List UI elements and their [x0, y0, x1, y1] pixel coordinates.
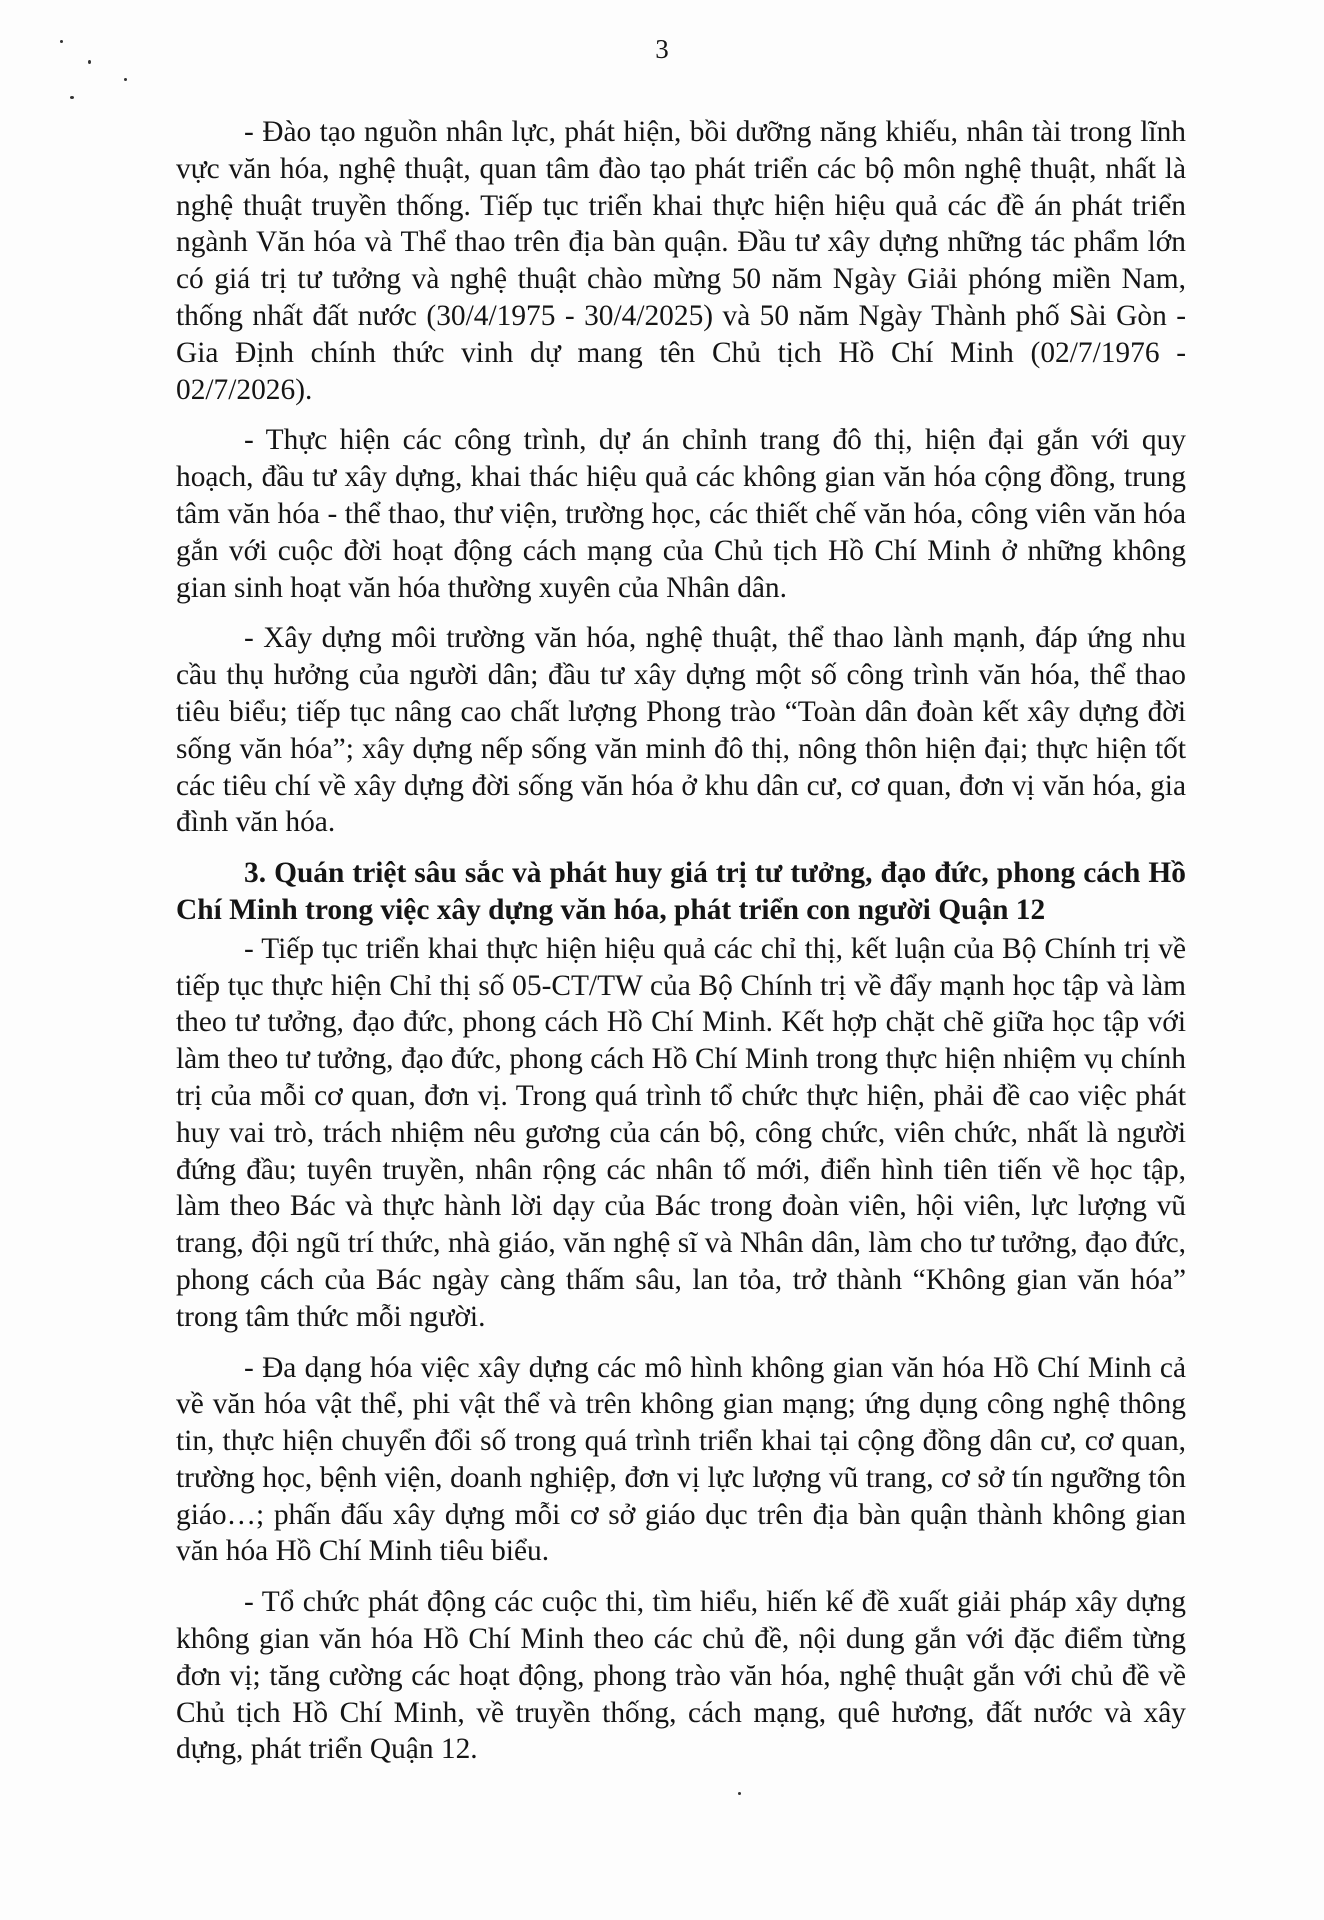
- page-number: 3: [655, 34, 669, 64]
- paragraph-diversify-models: - Đa dạng hóa việc xây dựng các mô hình không gian văn hóa Hồ Chí Minh cả về văn hóa vật thể, phi vật thể và trên không gian mạng; ứng dụng công nghệ thông tin, thực hiện chuyển đổi số trong quá trình triển khai tại cộng đồng dân cư, cơ quan, trường học, bệnh viện, doanh nghiệp, đơn vị lực lượng vũ trang, cơ sở tín ngưỡng tôn giáo…; phấn đấu xây dựng mỗi cơ sở giáo dục trên địa bàn quận thành không gian văn hóa Hồ Chí Minh tiêu biểu.: [176, 1351, 1186, 1568]
- paragraph-urban-projects: - Thực hiện các công trình, dự án chỉnh trang đô thị, hiện đại gắn với quy hoạch, đầu tư xây dựng, khai thác hiệu quả các không gian văn hóa cộng đồng, trung tâm văn hóa - thể thao, thư viện, trường học, các thiết chế văn hóa, công viên văn hóa gắn với cuộc đời hoạt động cách mạng của Chủ tịch Hồ Chí Minh ở những không gian sinh hoạt văn hóa thường xuyên của Nhân dân.: [176, 424, 1186, 604]
- document-body: [176, 114, 1186, 1768]
- paragraph-competitions: - Tổ chức phát động các cuộc thi, tìm hiểu, hiến kế đề xuất giải pháp xây dựng không gian văn hóa Hồ Chí Minh theo các chủ đề, nội dung gắn với đặc điểm từng đơn vị; tăng cường các hoạt động, phong trào văn hóa, nghệ thuật gắn với chủ đề về Chủ tịch Hồ Chí Minh, về truyền thống, cách mạng, quê hương, đất nước và xây dựng, phát triển Quận 12.: [176, 1586, 1186, 1766]
- paragraph-cultural-environment: - Xây dựng môi trường văn hóa, nghệ thuật, thể thao lành mạnh, đáp ứng nhu cầu thụ hưởng của người dân; đầu tư xây dựng một số công trình văn hóa, thể thao tiêu biểu; tiếp tục nâng cao chất lượng Phong trào “Toàn dân đoàn kết xây dựng đời sống văn hóa”; xây dựng nếp sống văn minh đô thị, nông thôn hiện đại; thực hiện tốt các tiêu chí về xây dựng đời sống văn hóa ở khu dân cư, cơ quan, đơn vị văn hóa, gia đình văn hóa.: [176, 622, 1186, 839]
- paragraph-training-human-resources: - Đào tạo nguồn nhân lực, phát hiện, bồi dưỡng năng khiếu, nhân tài trong lĩnh vực văn hóa, nghệ thuật, quan tâm đào tạo phát triển các bộ môn nghệ thuật, nhất là nghệ thuật truyền thống. Tiếp tục triển khai thực hiện hiệu quả các đề án phát triển ngành Văn hóa và Thể thao trên địa bàn quận. Đầu tư xây dựng những tác phẩm lớn có giá trị tư tưởng và nghệ thuật chào mừng 50 năm Ngày Giải phóng miền Nam, thống nhất đất nước (30/4/1975 - 30/4/2025) và 50 năm Ngày Thành phố Sài Gòn - Gia Định chính thức vinh dự mang tên Chủ tịch Hồ Chí Minh (02/7/1976 - 02/7/2026).: [176, 116, 1186, 406]
- section-3-heading: 3. Quán triệt sâu sắc và phát huy giá trị tư tưởng, đạo đức, phong cách Hồ Chí Minh trong việc xây dựng văn hóa, phát triển con người Quận 12: [176, 857, 1186, 926]
- scan-speck: [70, 96, 74, 99]
- scan-speck: [124, 78, 127, 81]
- scan-speck: [738, 1792, 741, 1795]
- paragraph-directive-implementation: - Tiếp tục triển khai thực hiện hiệu quả các chỉ thị, kết luận của Bộ Chính trị về tiếp tục thực hiện Chỉ thị số 05-CT/TW của Bộ Chính trị về đẩy mạnh học tập và làm theo tư tưởng, đạo đức, phong cách Hồ Chí Minh. Kết hợp chặt chẽ giữa học tập với làm theo tư tưởng, đạo đức, phong cách Hồ Chí Minh trong thực hiện nhiệm vụ chính trị của mỗi cơ quan, đơn vị. Trong quá trình tổ chức thực hiện, phải đề cao việc phát huy vai trò, trách nhiệm nêu gương của cán bộ, công chức, viên chức, nhất là người đứng đầu; tuyên truyền, nhân rộng các nhân tố mới, điển hình tiên tiến về học tập, làm theo Bác và thực hành lời dạy của Bác trong đoàn viên, hội viên, lực lượng vũ trang, đội ngũ trí thức, nhà giáo, văn nghệ sĩ và Nhân dân, làm cho tư tưởng, đạo đức, phong cách của Bác ngày càng thấm sâu, lan tỏa, trở thành “Không gian văn hóa” trong tâm thức mỗi người.: [176, 932, 1186, 1333]
